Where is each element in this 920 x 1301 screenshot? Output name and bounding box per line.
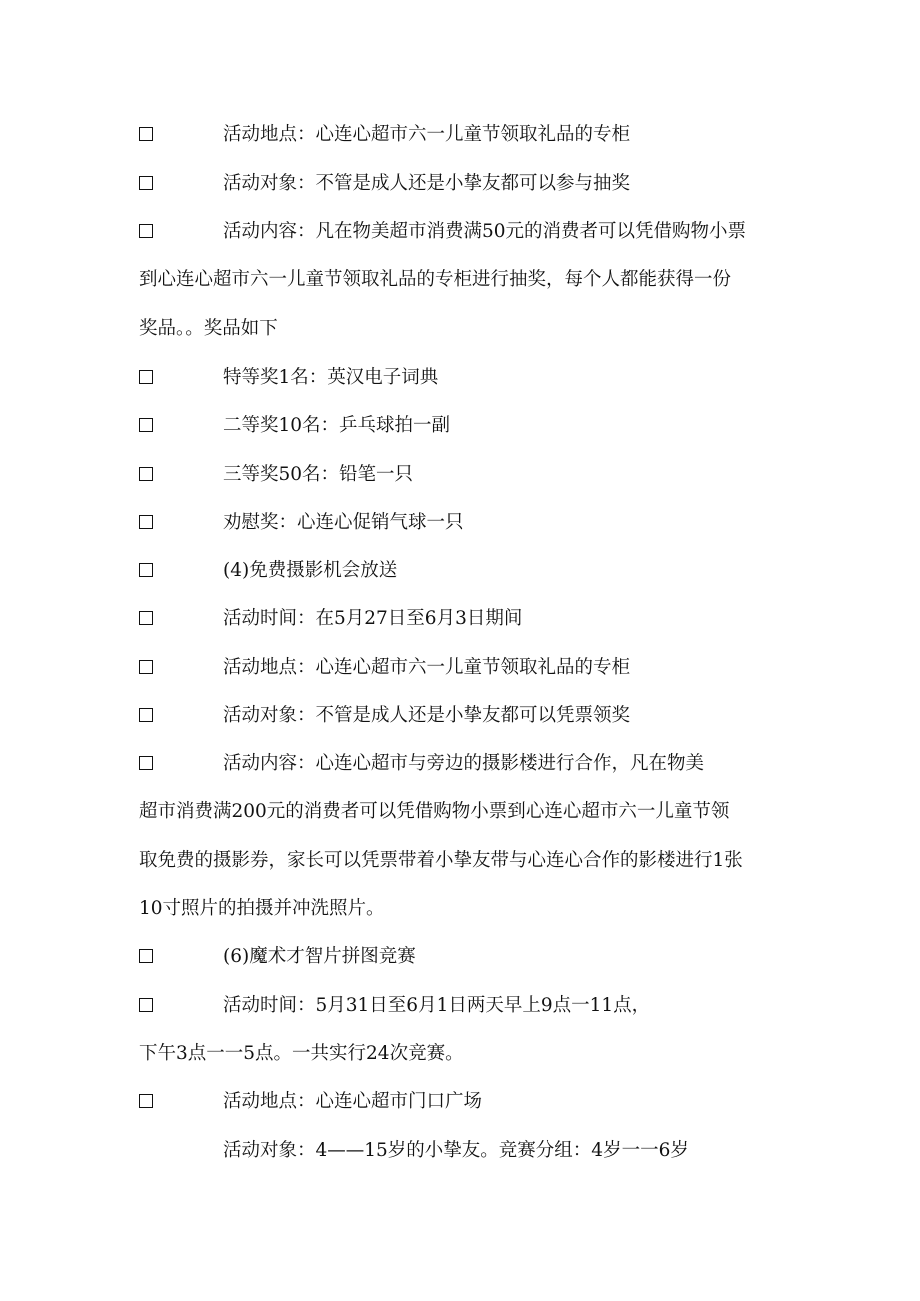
paragraph-text: 活动内容：心连心超市与旁边的摄影楼进行合作，凡在物美 <box>223 753 705 774</box>
checkbox-icon <box>139 611 153 625</box>
paragraph-text: 活动地点：心连心超市门口广场 <box>223 1091 483 1112</box>
checkbox-icon <box>139 756 153 770</box>
paragraph-text: 活动地点：心连心超市六一儿童节领取礼品的专柜 <box>223 657 631 678</box>
paragraph-text: 超市消费满200元的消费者可以凭借购物小票到心连心超市六一儿童节领 <box>139 801 730 822</box>
list-item <box>0 218 920 246</box>
list-item <box>0 412 920 440</box>
list-item <box>0 557 920 585</box>
paragraph-text: 三等奖50名：铅笔一只 <box>223 464 414 485</box>
list-item <box>0 461 920 489</box>
list-item <box>0 509 920 537</box>
list-item <box>0 1137 920 1165</box>
list-item <box>0 654 920 682</box>
list-item <box>0 750 920 778</box>
paragraph-text: 活动对象：不管是成人还是小挚友都可以参与抽奖 <box>223 173 631 194</box>
paragraph-text: 到心连心超市六一儿童节领取礼品的专柜进行抽奖，每个人都能获得一份 <box>139 269 732 290</box>
paragraph-text: 取免费的摄影券，家长可以凭票带着小挚友带与心连心合作的影楼进行1张 <box>139 850 743 871</box>
checkbox-icon <box>139 515 153 529</box>
paragraph-text: 10寸照片的拍摄并冲洗照片。 <box>139 898 385 919</box>
checkbox-icon <box>139 370 153 384</box>
paragraph-continuation <box>0 1040 920 1068</box>
list-item <box>0 1088 920 1116</box>
checkbox-icon <box>139 127 153 141</box>
paragraph-continuation <box>0 798 920 826</box>
checkbox-icon <box>139 1094 153 1108</box>
paragraph-text: 下午3点一一5点。一共实行24次竞赛。 <box>139 1043 464 1064</box>
list-item <box>0 121 920 149</box>
paragraph-text: 活动对象：4——15岁的小挚友。竞赛分组：4岁一一6岁 <box>223 1140 689 1161</box>
paragraph-text: 劝慰奖：心连心促销气球一只 <box>223 512 464 533</box>
paragraph-continuation <box>0 847 920 875</box>
paragraph-continuation <box>0 315 920 343</box>
list-item <box>0 943 920 971</box>
paragraph-text: 活动对象：不管是成人还是小挚友都可以凭票领奖 <box>223 705 631 726</box>
checkbox-icon <box>139 418 153 432</box>
paragraph-text: 二等奖10名：乒乓球拍一副 <box>223 415 451 436</box>
paragraph-text: 活动时间：5月31日至6月1日两天早上9点一11点， <box>223 995 651 1016</box>
checkbox-icon <box>139 467 153 481</box>
checkbox-icon <box>139 998 153 1012</box>
checkbox-icon <box>139 176 153 190</box>
paragraph-continuation <box>0 266 920 294</box>
list-item <box>0 605 920 633</box>
checkbox-icon <box>139 949 153 963</box>
list-item <box>0 170 920 198</box>
checkbox-icon <box>139 660 153 674</box>
checkbox-icon <box>139 708 153 722</box>
paragraph-text: (4)免费摄影机会放送 <box>223 560 398 581</box>
list-item <box>0 364 920 392</box>
list-item <box>0 992 920 1020</box>
paragraph-text: (6)魔术才智片拼图竞赛 <box>223 946 416 967</box>
paragraph-text: 活动内容：凡在物美超市消费满50元的消费者可以凭借购物小票 <box>223 221 747 242</box>
checkbox-icon <box>139 563 153 577</box>
list-item <box>0 702 920 730</box>
paragraph-text: 活动地点：心连心超市六一儿童节领取礼品的专柜 <box>223 124 631 145</box>
paragraph-continuation <box>0 895 920 923</box>
paragraph-text: 奖品。。奖品如下 <box>139 318 278 339</box>
paragraph-text: 特等奖1名：英汉电子词典 <box>223 367 439 388</box>
checkbox-icon <box>139 224 153 238</box>
paragraph-text: 活动时间：在5月27日至6月3日期间 <box>223 608 523 629</box>
